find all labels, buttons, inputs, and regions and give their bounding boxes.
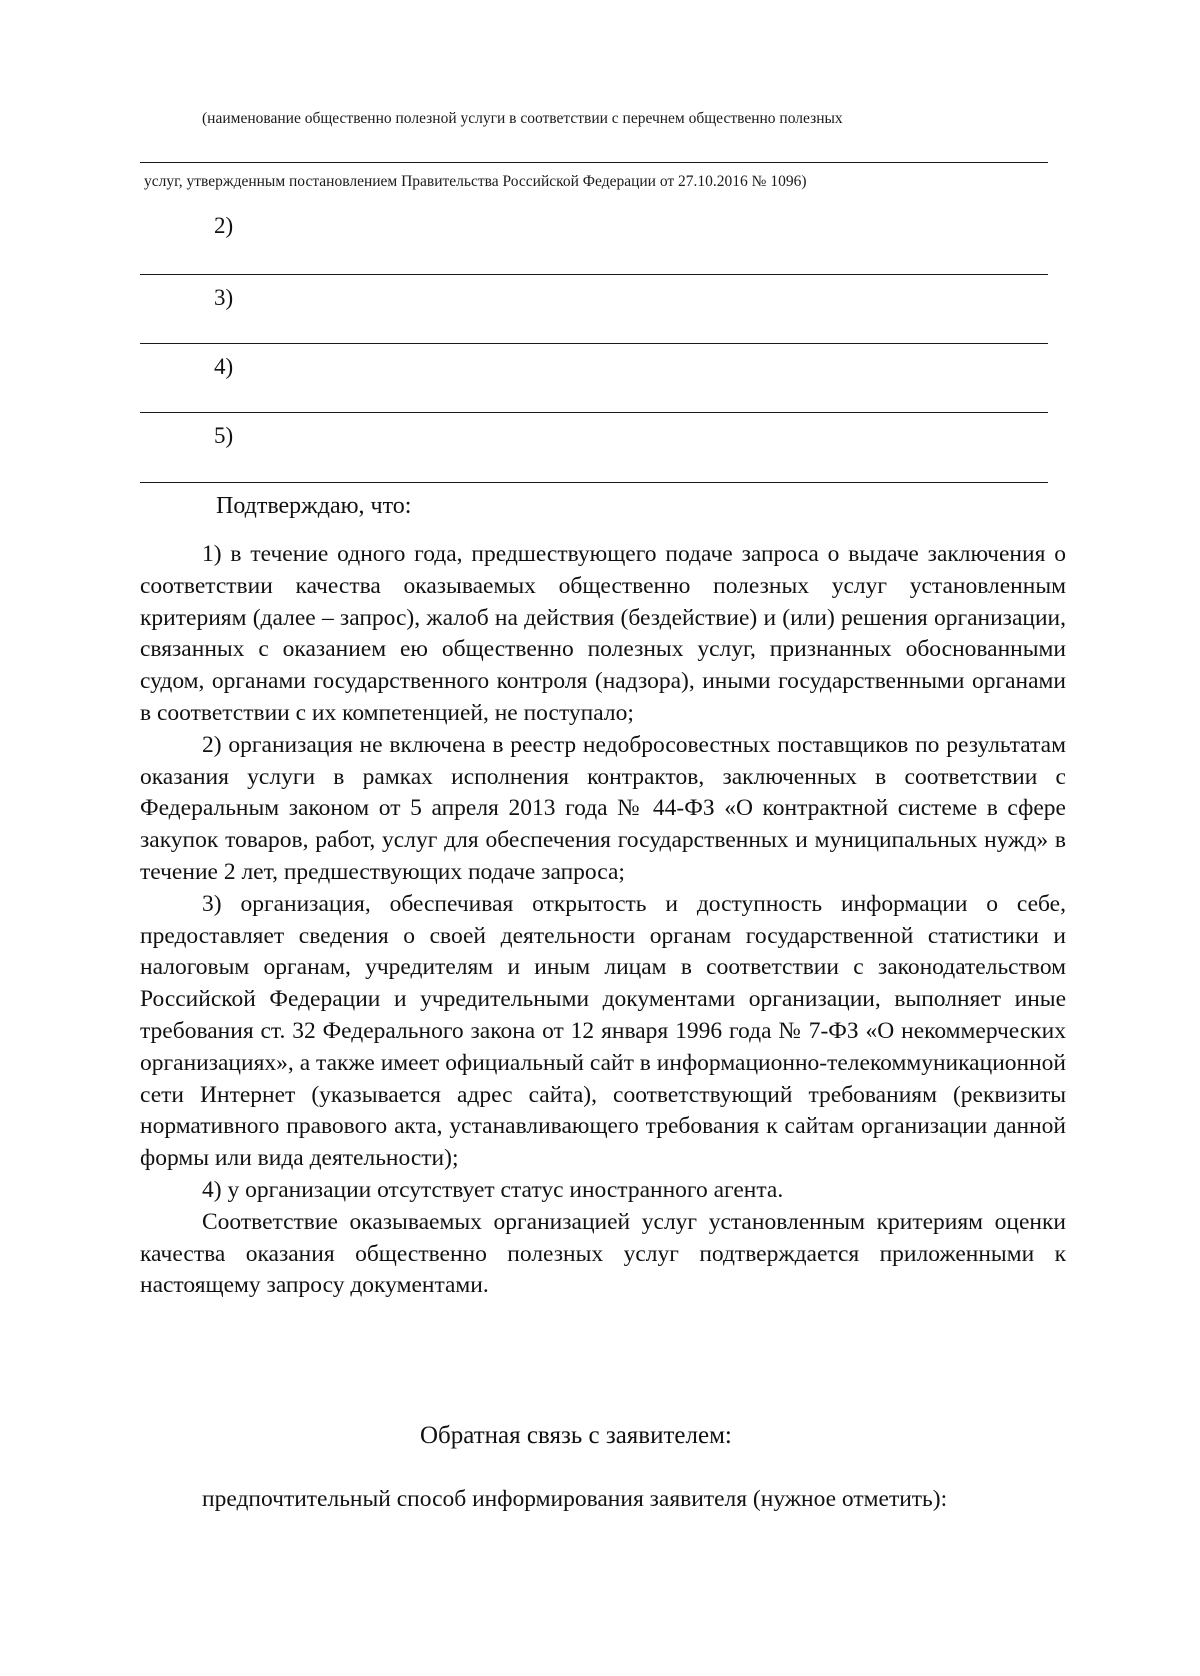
list-item-4: 4) bbox=[214, 354, 234, 379]
confirm-paragraph-3: 3) организация, обеспечивая открытость и доступность информации о себе, предоставляет сведения о своей деятельности органам государственной статистики и налоговым органам, учредителям и иным лицам в соответствии с законодательством Российской Федерации и учредительными документами организации, выполняет иные требования ст. 32 Федерального закона от 12 января 1996 года № 7-ФЗ «О некоммерческих организациях», а также имеет официальный сайт в информационно-телекоммуникационной сети Интернет (указывается адрес сайта), соответствующий требованиям (реквизиты нормативного правового акта, устанавливающего требования к сайтам организации данной формы или вида деятельности); bbox=[140, 890, 1066, 1172]
list-item-5-underline bbox=[140, 482, 1048, 483]
service-name-caption-line-1: (наименование общественно полезной услуги в соответствии с перечнем общественно полезных bbox=[202, 110, 843, 127]
confirmation-body bbox=[140, 539, 1066, 1302]
list-item-5: 5) bbox=[214, 423, 234, 448]
list-item-3: 3) bbox=[214, 285, 234, 310]
list-item-3-underline bbox=[140, 343, 1048, 344]
confirm-paragraph-2: 2) организация не включена в реестр недобросовестных поставщиков по результатам оказания услуги в рамках исполнения контрактов, заключенных в соответствии с Федеральным законом от 5 апреля 2013 года № 44-ФЗ «О контрактной системе в сфере закупок товаров, работ, услуг для обеспечения государственных и муниципальных нужд» в течение 2 лет, предшествующих подаче запроса; bbox=[140, 731, 1066, 885]
confirm-paragraph-1: 1) в течение одного года, предшествующего подаче запроса о выдаче заключения о соответствии качества оказываемых общественно полезных услуг установленным критериям (далее – запрос), жалоб на действия (бездействие) и (или) решения организации, связанных с оказанием ею общественно полезных услуг, признанных обоснованными судом, органами государственного контроля (надзора), иными государственными органами в соответствии с их компетенцией, не поступало; bbox=[140, 541, 1066, 726]
feedback-heading: Обратная связь с заявителем: bbox=[420, 1422, 732, 1449]
service-name-underline bbox=[140, 162, 1048, 163]
compliance-paragraph: Соответствие оказываемых организацией услуг установленным критериям оценки качества оказания общественно полезных услуг подтверждается приложенными к настоящему запросу документами. bbox=[140, 1208, 1066, 1299]
list-item-4-underline bbox=[140, 412, 1048, 413]
list-item-2: 2) bbox=[214, 213, 234, 238]
feedback-body bbox=[140, 1484, 1066, 1516]
confirm-paragraph-4: 4) у организации отсутствует статус иностранного агента. bbox=[202, 1176, 784, 1203]
confirm-heading: Подтверждаю, что: bbox=[216, 493, 412, 519]
service-name-caption-line-2: услуг, утвержденным постановлением Правительства Российской Федерации от 27.10.2016 № 1096) bbox=[144, 173, 807, 190]
list-item-2-underline bbox=[140, 274, 1048, 275]
feedback-text: предпочтительный способ информирования заявителя (нужное отметить): bbox=[202, 1486, 948, 1512]
